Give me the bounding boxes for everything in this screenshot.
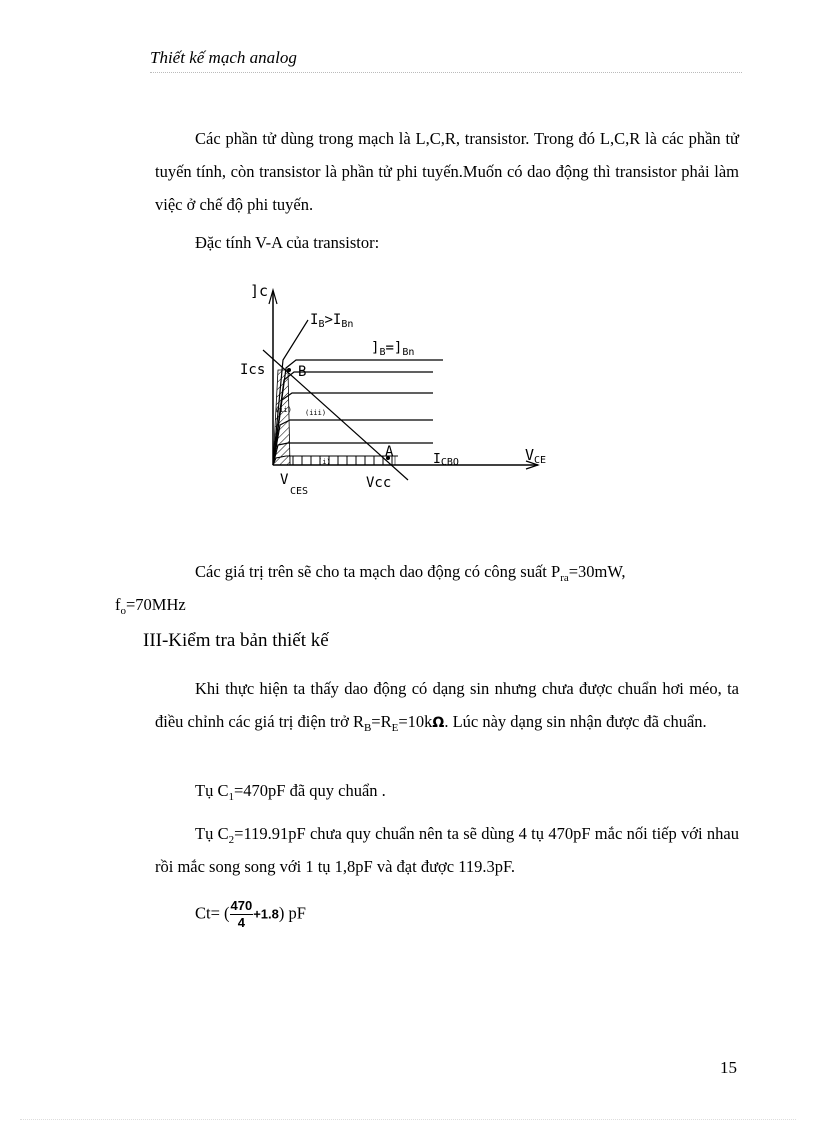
- cutoff-region: [290, 456, 395, 465]
- paragraph-results: Các giá trị trên sẽ cho ta mạch dao động có công suất $P_{ra}=30mW$, $f_o=70MHz$: [115, 562, 626, 617]
- point-b-marker: [287, 368, 291, 372]
- label-ib-gt-ibn: $I_B>I_{Bn}$: [310, 312, 354, 330]
- paragraph-components: Các phần tử dùng trong mạch là L,C,R, transistor. Trong đó L,C,R là các phần tử tuyến tính, còn transistor là phần tử phi tuyến.Muốn có dao động thì transistor phải làm việc ở chế độ phi tuyến.: [155, 129, 739, 214]
- header-title: Thiết kế mạch analog: [150, 48, 297, 67]
- label-vce: $V_{CE}$: [525, 446, 547, 466]
- label-point-b: B: [298, 364, 307, 380]
- section-title: III-Kiểm tra bản thiết kế: [143, 630, 329, 651]
- curve-2: [273, 372, 433, 465]
- label-ics: Ics: [240, 362, 266, 378]
- paragraph-check: Khi thực hiện ta thấy dao động có dạng sin nhưng chưa được chuẩn hơi méo, ta điều chỉnh các giá trị điện trở $R_B=R_E=10k\Omega$. Lúc này dạng sin nhận được đã chuẩn.: [155, 679, 739, 734]
- footer-divider: [20, 1119, 796, 1120]
- paragraph-c1: Tụ $C_1=470pF$ đã quy chuẩn .: [195, 781, 386, 803]
- label-icbo: ICBO: [433, 452, 459, 468]
- label-vces: VCES: [280, 472, 309, 497]
- page-header: [150, 48, 742, 73]
- label-region-iii: (iii): [305, 409, 327, 417]
- label-point-a: A: [385, 444, 394, 460]
- label-ib-eq-ibn: ]$_B=]_{Bn}$: [371, 340, 415, 358]
- va-characteristic-figure: [238, 280, 558, 510]
- page-number: 15: [720, 1058, 737, 1077]
- label-region-i: (i): [318, 458, 331, 466]
- fraction: $\frac{470}{4}$: [230, 898, 253, 930]
- label-vcc: Vcc: [366, 475, 392, 491]
- formula-ct: Ct= ( $\frac{470}{4}$ +1.8) pF: [195, 898, 306, 930]
- curve-3: [273, 393, 433, 465]
- omega-symbol: Ω: [432, 715, 445, 731]
- paragraph-c2: Tụ $C_2=119.91pF$ chưa quy chuẩn nên ta sẽ dùng 4 tụ 470pF mắc nối tiếp với nhau rồi mắc song song với 1 tụ 1,8pF và đạt được 119.3pF.: [155, 824, 739, 876]
- paragraph-va-caption: Đặc tính V-A của transistor:: [195, 233, 380, 252]
- y-axis-label: ]c: [250, 282, 269, 300]
- label-region-ii: (ii): [275, 406, 292, 414]
